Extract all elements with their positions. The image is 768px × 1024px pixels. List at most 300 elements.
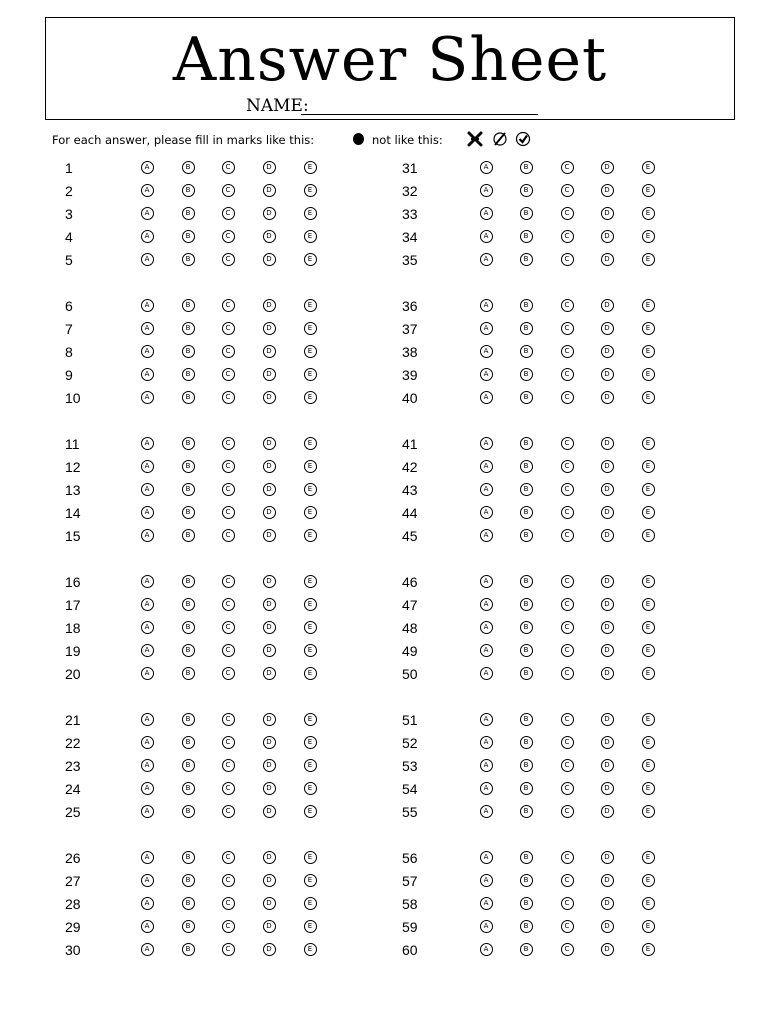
answer-bubble-c[interactable]: C	[561, 943, 574, 956]
answer-bubble-c[interactable]: C	[222, 345, 235, 358]
answer-bubble-a[interactable]: A	[141, 506, 154, 519]
answer-bubble-b[interactable]: B	[520, 437, 533, 450]
answer-bubble-d[interactable]: D	[263, 759, 276, 772]
answer-bubble-b[interactable]: B	[520, 598, 533, 611]
answer-bubble-e[interactable]: E	[642, 644, 655, 657]
answer-bubble-a[interactable]: A	[141, 621, 154, 634]
answer-bubble-c[interactable]: C	[222, 782, 235, 795]
answer-bubble-d[interactable]: D	[601, 299, 614, 312]
answer-bubble-a[interactable]: A	[141, 782, 154, 795]
answer-bubble-c[interactable]: C	[561, 897, 574, 910]
answer-bubble-b[interactable]: B	[520, 621, 533, 634]
answer-bubble-c[interactable]: C	[222, 322, 235, 335]
answer-bubble-d[interactable]: D	[263, 621, 276, 634]
answer-bubble-a[interactable]: A	[141, 920, 154, 933]
answer-bubble-d[interactable]: D	[601, 621, 614, 634]
answer-bubble-b[interactable]: B	[182, 368, 195, 381]
answer-bubble-c[interactable]: C	[222, 529, 235, 542]
answer-bubble-e[interactable]: E	[304, 322, 317, 335]
answer-bubble-e[interactable]: E	[642, 506, 655, 519]
answer-bubble-a[interactable]: A	[141, 299, 154, 312]
answer-bubble-e[interactable]: E	[304, 598, 317, 611]
answer-bubble-c[interactable]: C	[222, 460, 235, 473]
answer-bubble-d[interactable]: D	[601, 575, 614, 588]
answer-bubble-a[interactable]: A	[141, 483, 154, 496]
answer-bubble-b[interactable]: B	[182, 506, 195, 519]
answer-bubble-d[interactable]: D	[263, 851, 276, 864]
answer-bubble-e[interactable]: E	[642, 529, 655, 542]
answer-bubble-d[interactable]: D	[263, 943, 276, 956]
answer-bubble-e[interactable]: E	[642, 345, 655, 358]
answer-bubble-a[interactable]: A	[480, 207, 493, 220]
answer-bubble-e[interactable]: E	[304, 345, 317, 358]
answer-bubble-c[interactable]: C	[561, 230, 574, 243]
answer-bubble-b[interactable]: B	[182, 575, 195, 588]
answer-bubble-b[interactable]: B	[182, 920, 195, 933]
answer-bubble-c[interactable]: C	[561, 874, 574, 887]
answer-bubble-e[interactable]: E	[642, 943, 655, 956]
answer-bubble-a[interactable]: A	[480, 506, 493, 519]
answer-bubble-d[interactable]: D	[601, 506, 614, 519]
answer-bubble-b[interactable]: B	[182, 598, 195, 611]
answer-bubble-c[interactable]: C	[222, 207, 235, 220]
answer-bubble-a[interactable]: A	[141, 207, 154, 220]
answer-bubble-d[interactable]: D	[263, 644, 276, 657]
answer-bubble-d[interactable]: D	[601, 460, 614, 473]
answer-bubble-a[interactable]: A	[141, 368, 154, 381]
answer-bubble-d[interactable]: D	[263, 598, 276, 611]
answer-bubble-a[interactable]: A	[141, 736, 154, 749]
answer-bubble-d[interactable]: D	[263, 437, 276, 450]
answer-bubble-a[interactable]: A	[480, 230, 493, 243]
answer-bubble-d[interactable]: D	[263, 299, 276, 312]
answer-bubble-b[interactable]: B	[182, 943, 195, 956]
answer-bubble-e[interactable]: E	[304, 207, 317, 220]
answer-bubble-d[interactable]: D	[601, 322, 614, 335]
answer-bubble-e[interactable]: E	[304, 460, 317, 473]
answer-bubble-b[interactable]: B	[182, 851, 195, 864]
answer-bubble-a[interactable]: A	[480, 460, 493, 473]
answer-bubble-e[interactable]: E	[642, 782, 655, 795]
answer-bubble-d[interactable]: D	[601, 782, 614, 795]
answer-bubble-b[interactable]: B	[182, 161, 195, 174]
answer-bubble-a[interactable]: A	[480, 713, 493, 726]
answer-bubble-d[interactable]: D	[601, 253, 614, 266]
answer-bubble-e[interactable]: E	[304, 368, 317, 381]
answer-bubble-d[interactable]: D	[601, 644, 614, 657]
answer-bubble-c[interactable]: C	[561, 736, 574, 749]
answer-bubble-a[interactable]: A	[141, 529, 154, 542]
answer-bubble-e[interactable]: E	[642, 460, 655, 473]
answer-bubble-d[interactable]: D	[601, 851, 614, 864]
answer-bubble-e[interactable]: E	[642, 207, 655, 220]
answer-bubble-b[interactable]: B	[182, 621, 195, 634]
answer-bubble-c[interactable]: C	[561, 345, 574, 358]
answer-bubble-c[interactable]: C	[561, 575, 574, 588]
answer-bubble-a[interactable]: A	[480, 805, 493, 818]
answer-bubble-d[interactable]: D	[601, 529, 614, 542]
answer-bubble-a[interactable]: A	[480, 253, 493, 266]
answer-bubble-a[interactable]: A	[480, 621, 493, 634]
answer-bubble-c[interactable]: C	[561, 621, 574, 634]
answer-bubble-a[interactable]: A	[141, 460, 154, 473]
answer-bubble-d[interactable]: D	[263, 506, 276, 519]
answer-bubble-b[interactable]: B	[520, 943, 533, 956]
answer-bubble-e[interactable]: E	[642, 713, 655, 726]
answer-bubble-b[interactable]: B	[182, 644, 195, 657]
answer-bubble-c[interactable]: C	[561, 782, 574, 795]
answer-bubble-a[interactable]: A	[141, 851, 154, 864]
answer-bubble-a[interactable]: A	[141, 230, 154, 243]
answer-bubble-e[interactable]: E	[304, 437, 317, 450]
answer-bubble-e[interactable]: E	[642, 667, 655, 680]
answer-bubble-d[interactable]: D	[601, 736, 614, 749]
answer-bubble-a[interactable]: A	[480, 759, 493, 772]
answer-bubble-b[interactable]: B	[182, 207, 195, 220]
answer-bubble-e[interactable]: E	[304, 506, 317, 519]
answer-bubble-a[interactable]: A	[480, 184, 493, 197]
answer-bubble-a[interactable]: A	[480, 736, 493, 749]
answer-bubble-e[interactable]: E	[304, 184, 317, 197]
answer-bubble-e[interactable]: E	[642, 391, 655, 404]
answer-bubble-e[interactable]: E	[642, 736, 655, 749]
answer-bubble-e[interactable]: E	[304, 161, 317, 174]
answer-bubble-d[interactable]: D	[263, 667, 276, 680]
answer-bubble-d[interactable]: D	[263, 713, 276, 726]
answer-bubble-e[interactable]: E	[642, 437, 655, 450]
answer-bubble-c[interactable]: C	[561, 207, 574, 220]
answer-bubble-b[interactable]: B	[520, 759, 533, 772]
answer-bubble-c[interactable]: C	[222, 253, 235, 266]
answer-bubble-a[interactable]: A	[480, 437, 493, 450]
answer-bubble-c[interactable]: C	[561, 920, 574, 933]
answer-bubble-c[interactable]: C	[561, 368, 574, 381]
answer-bubble-c[interactable]: C	[222, 943, 235, 956]
answer-bubble-b[interactable]: B	[182, 322, 195, 335]
answer-bubble-d[interactable]: D	[601, 920, 614, 933]
answer-bubble-c[interactable]: C	[222, 483, 235, 496]
answer-bubble-a[interactable]: A	[141, 713, 154, 726]
answer-bubble-a[interactable]: A	[480, 161, 493, 174]
answer-bubble-a[interactable]: A	[480, 943, 493, 956]
answer-bubble-b[interactable]: B	[520, 483, 533, 496]
answer-bubble-d[interactable]: D	[263, 230, 276, 243]
answer-bubble-e[interactable]: E	[304, 529, 317, 542]
answer-bubble-e[interactable]: E	[304, 943, 317, 956]
answer-bubble-c[interactable]: C	[222, 667, 235, 680]
answer-bubble-a[interactable]: A	[480, 322, 493, 335]
answer-bubble-c[interactable]: C	[222, 644, 235, 657]
answer-bubble-d[interactable]: D	[601, 230, 614, 243]
answer-bubble-a[interactable]: A	[480, 345, 493, 358]
answer-bubble-e[interactable]: E	[642, 805, 655, 818]
answer-bubble-d[interactable]: D	[263, 736, 276, 749]
answer-bubble-b[interactable]: B	[182, 529, 195, 542]
answer-bubble-d[interactable]: D	[601, 759, 614, 772]
answer-bubble-c[interactable]: C	[561, 437, 574, 450]
answer-bubble-e[interactable]: E	[304, 736, 317, 749]
answer-bubble-d[interactable]: D	[263, 897, 276, 910]
answer-bubble-a[interactable]: A	[141, 805, 154, 818]
answer-bubble-d[interactable]: D	[601, 805, 614, 818]
answer-bubble-e[interactable]: E	[642, 161, 655, 174]
answer-bubble-e[interactable]: E	[642, 598, 655, 611]
answer-bubble-c[interactable]: C	[561, 460, 574, 473]
answer-bubble-e[interactable]: E	[642, 874, 655, 887]
answer-bubble-a[interactable]: A	[480, 598, 493, 611]
answer-bubble-e[interactable]: E	[304, 575, 317, 588]
answer-bubble-c[interactable]: C	[222, 805, 235, 818]
answer-bubble-d[interactable]: D	[601, 874, 614, 887]
answer-bubble-b[interactable]: B	[520, 345, 533, 358]
answer-bubble-c[interactable]: C	[561, 759, 574, 772]
answer-bubble-c[interactable]: C	[222, 391, 235, 404]
answer-bubble-b[interactable]: B	[182, 184, 195, 197]
answer-bubble-b[interactable]: B	[520, 920, 533, 933]
answer-bubble-b[interactable]: B	[182, 782, 195, 795]
answer-bubble-c[interactable]: C	[561, 184, 574, 197]
answer-bubble-a[interactable]: A	[480, 782, 493, 795]
answer-bubble-e[interactable]: E	[304, 391, 317, 404]
answer-bubble-b[interactable]: B	[182, 345, 195, 358]
answer-bubble-b[interactable]: B	[520, 529, 533, 542]
answer-bubble-c[interactable]: C	[222, 230, 235, 243]
answer-bubble-c[interactable]: C	[561, 483, 574, 496]
answer-bubble-b[interactable]: B	[182, 299, 195, 312]
answer-bubble-c[interactable]: C	[561, 851, 574, 864]
answer-bubble-b[interactable]: B	[182, 391, 195, 404]
answer-bubble-b[interactable]: B	[520, 230, 533, 243]
answer-bubble-c[interactable]: C	[561, 506, 574, 519]
answer-bubble-b[interactable]: B	[520, 253, 533, 266]
answer-bubble-e[interactable]: E	[642, 759, 655, 772]
answer-bubble-a[interactable]: A	[141, 437, 154, 450]
answer-bubble-a[interactable]: A	[480, 667, 493, 680]
answer-bubble-a[interactable]: A	[480, 529, 493, 542]
answer-bubble-a[interactable]: A	[480, 920, 493, 933]
answer-bubble-b[interactable]: B	[182, 736, 195, 749]
answer-bubble-e[interactable]: E	[304, 230, 317, 243]
answer-bubble-d[interactable]: D	[263, 207, 276, 220]
answer-bubble-e[interactable]: E	[642, 322, 655, 335]
answer-bubble-b[interactable]: B	[182, 759, 195, 772]
answer-bubble-c[interactable]: C	[222, 897, 235, 910]
answer-bubble-d[interactable]: D	[263, 368, 276, 381]
answer-bubble-b[interactable]: B	[520, 805, 533, 818]
answer-bubble-c[interactable]: C	[222, 713, 235, 726]
answer-bubble-c[interactable]: C	[222, 368, 235, 381]
answer-bubble-a[interactable]: A	[141, 598, 154, 611]
answer-bubble-a[interactable]: A	[480, 483, 493, 496]
answer-bubble-d[interactable]: D	[601, 713, 614, 726]
answer-bubble-a[interactable]: A	[141, 759, 154, 772]
answer-bubble-e[interactable]: E	[304, 299, 317, 312]
answer-bubble-d[interactable]: D	[601, 207, 614, 220]
answer-bubble-b[interactable]: B	[520, 851, 533, 864]
answer-bubble-c[interactable]: C	[222, 759, 235, 772]
answer-bubble-b[interactable]: B	[520, 713, 533, 726]
answer-bubble-d[interactable]: D	[263, 322, 276, 335]
answer-bubble-b[interactable]: B	[182, 667, 195, 680]
answer-bubble-c[interactable]: C	[222, 161, 235, 174]
answer-bubble-a[interactable]: A	[141, 874, 154, 887]
answer-bubble-b[interactable]: B	[520, 736, 533, 749]
answer-bubble-c[interactable]: C	[561, 391, 574, 404]
answer-bubble-d[interactable]: D	[263, 460, 276, 473]
answer-bubble-b[interactable]: B	[520, 368, 533, 381]
answer-bubble-e[interactable]: E	[304, 713, 317, 726]
answer-bubble-c[interactable]: C	[222, 598, 235, 611]
answer-bubble-a[interactable]: A	[480, 851, 493, 864]
answer-bubble-d[interactable]: D	[263, 161, 276, 174]
answer-bubble-a[interactable]: A	[141, 345, 154, 358]
answer-bubble-b[interactable]: B	[182, 460, 195, 473]
answer-bubble-a[interactable]: A	[141, 943, 154, 956]
answer-bubble-e[interactable]: E	[304, 644, 317, 657]
answer-bubble-e[interactable]: E	[642, 621, 655, 634]
answer-bubble-d[interactable]: D	[601, 943, 614, 956]
answer-bubble-b[interactable]: B	[520, 391, 533, 404]
answer-bubble-c[interactable]: C	[561, 713, 574, 726]
answer-bubble-e[interactable]: E	[642, 851, 655, 864]
answer-bubble-d[interactable]: D	[263, 391, 276, 404]
answer-bubble-e[interactable]: E	[304, 483, 317, 496]
answer-bubble-b[interactable]: B	[520, 460, 533, 473]
answer-bubble-c[interactable]: C	[222, 299, 235, 312]
answer-bubble-a[interactable]: A	[480, 874, 493, 887]
answer-bubble-b[interactable]: B	[182, 253, 195, 266]
answer-bubble-b[interactable]: B	[520, 184, 533, 197]
answer-bubble-e[interactable]: E	[642, 920, 655, 933]
answer-bubble-d[interactable]: D	[601, 368, 614, 381]
answer-bubble-e[interactable]: E	[304, 759, 317, 772]
answer-bubble-d[interactable]: D	[263, 253, 276, 266]
answer-bubble-b[interactable]: B	[520, 667, 533, 680]
answer-bubble-a[interactable]: A	[141, 391, 154, 404]
answer-bubble-a[interactable]: A	[141, 253, 154, 266]
answer-bubble-a[interactable]: A	[141, 184, 154, 197]
answer-bubble-b[interactable]: B	[520, 299, 533, 312]
answer-bubble-b[interactable]: B	[520, 897, 533, 910]
answer-bubble-b[interactable]: B	[520, 161, 533, 174]
answer-bubble-d[interactable]: D	[601, 598, 614, 611]
answer-bubble-e[interactable]: E	[304, 920, 317, 933]
answer-bubble-c[interactable]: C	[222, 506, 235, 519]
answer-bubble-c[interactable]: C	[222, 621, 235, 634]
answer-bubble-d[interactable]: D	[601, 184, 614, 197]
answer-bubble-e[interactable]: E	[642, 897, 655, 910]
answer-bubble-b[interactable]: B	[182, 713, 195, 726]
answer-bubble-c[interactable]: C	[222, 736, 235, 749]
answer-bubble-d[interactable]: D	[601, 483, 614, 496]
answer-bubble-c[interactable]: C	[561, 667, 574, 680]
answer-bubble-c[interactable]: C	[222, 437, 235, 450]
answer-bubble-d[interactable]: D	[601, 897, 614, 910]
answer-bubble-a[interactable]: A	[141, 161, 154, 174]
answer-bubble-c[interactable]: C	[561, 644, 574, 657]
answer-bubble-d[interactable]: D	[263, 575, 276, 588]
answer-bubble-e[interactable]: E	[304, 667, 317, 680]
answer-bubble-e[interactable]: E	[642, 184, 655, 197]
answer-bubble-d[interactable]: D	[263, 184, 276, 197]
answer-bubble-d[interactable]: D	[263, 483, 276, 496]
answer-bubble-b[interactable]: B	[182, 437, 195, 450]
answer-bubble-b[interactable]: B	[182, 897, 195, 910]
answer-bubble-d[interactable]: D	[601, 345, 614, 358]
answer-bubble-c[interactable]: C	[561, 529, 574, 542]
answer-bubble-d[interactable]: D	[601, 161, 614, 174]
answer-bubble-c[interactable]: C	[561, 161, 574, 174]
answer-bubble-a[interactable]: A	[480, 391, 493, 404]
answer-bubble-e[interactable]: E	[642, 483, 655, 496]
answer-bubble-b[interactable]: B	[520, 207, 533, 220]
answer-bubble-d[interactable]: D	[601, 437, 614, 450]
answer-bubble-d[interactable]: D	[601, 667, 614, 680]
answer-bubble-e[interactable]: E	[642, 575, 655, 588]
answer-bubble-e[interactable]: E	[642, 253, 655, 266]
answer-bubble-e[interactable]: E	[642, 299, 655, 312]
answer-bubble-a[interactable]: A	[480, 299, 493, 312]
answer-bubble-a[interactable]: A	[141, 667, 154, 680]
answer-bubble-c[interactable]: C	[561, 805, 574, 818]
answer-bubble-e[interactable]: E	[304, 851, 317, 864]
answer-bubble-d[interactable]: D	[263, 345, 276, 358]
answer-bubble-c[interactable]: C	[222, 874, 235, 887]
answer-bubble-a[interactable]: A	[141, 644, 154, 657]
answer-bubble-b[interactable]: B	[520, 575, 533, 588]
answer-bubble-b[interactable]: B	[520, 644, 533, 657]
answer-bubble-a[interactable]: A	[480, 897, 493, 910]
answer-bubble-c[interactable]: C	[222, 851, 235, 864]
answer-bubble-a[interactable]: A	[141, 322, 154, 335]
answer-bubble-a[interactable]: A	[141, 897, 154, 910]
answer-bubble-d[interactable]: D	[263, 782, 276, 795]
answer-bubble-d[interactable]: D	[263, 920, 276, 933]
name-field-line[interactable]	[301, 114, 538, 115]
answer-bubble-c[interactable]: C	[561, 253, 574, 266]
answer-bubble-c[interactable]: C	[222, 184, 235, 197]
answer-bubble-e[interactable]: E	[642, 368, 655, 381]
answer-bubble-e[interactable]: E	[304, 253, 317, 266]
answer-bubble-b[interactable]: B	[182, 874, 195, 887]
answer-bubble-a[interactable]: A	[480, 644, 493, 657]
answer-bubble-e[interactable]: E	[304, 805, 317, 818]
answer-bubble-a[interactable]: A	[141, 575, 154, 588]
answer-bubble-e[interactable]: E	[304, 897, 317, 910]
answer-bubble-b[interactable]: B	[520, 506, 533, 519]
answer-bubble-b[interactable]: B	[182, 805, 195, 818]
answer-bubble-c[interactable]: C	[561, 299, 574, 312]
answer-bubble-d[interactable]: D	[263, 805, 276, 818]
answer-bubble-c[interactable]: C	[561, 598, 574, 611]
answer-bubble-d[interactable]: D	[263, 874, 276, 887]
answer-bubble-b[interactable]: B	[182, 230, 195, 243]
answer-bubble-b[interactable]: B	[520, 322, 533, 335]
answer-bubble-d[interactable]: D	[263, 529, 276, 542]
answer-bubble-c[interactable]: C	[561, 322, 574, 335]
answer-bubble-d[interactable]: D	[601, 391, 614, 404]
answer-bubble-a[interactable]: A	[480, 368, 493, 381]
answer-bubble-e[interactable]: E	[642, 230, 655, 243]
answer-bubble-b[interactable]: B	[182, 483, 195, 496]
answer-bubble-b[interactable]: B	[520, 782, 533, 795]
answer-bubble-e[interactable]: E	[304, 874, 317, 887]
answer-bubble-c[interactable]: C	[222, 920, 235, 933]
answer-bubble-e[interactable]: E	[304, 621, 317, 634]
answer-bubble-c[interactable]: C	[222, 575, 235, 588]
answer-bubble-a[interactable]: A	[480, 575, 493, 588]
answer-bubble-e[interactable]: E	[304, 782, 317, 795]
